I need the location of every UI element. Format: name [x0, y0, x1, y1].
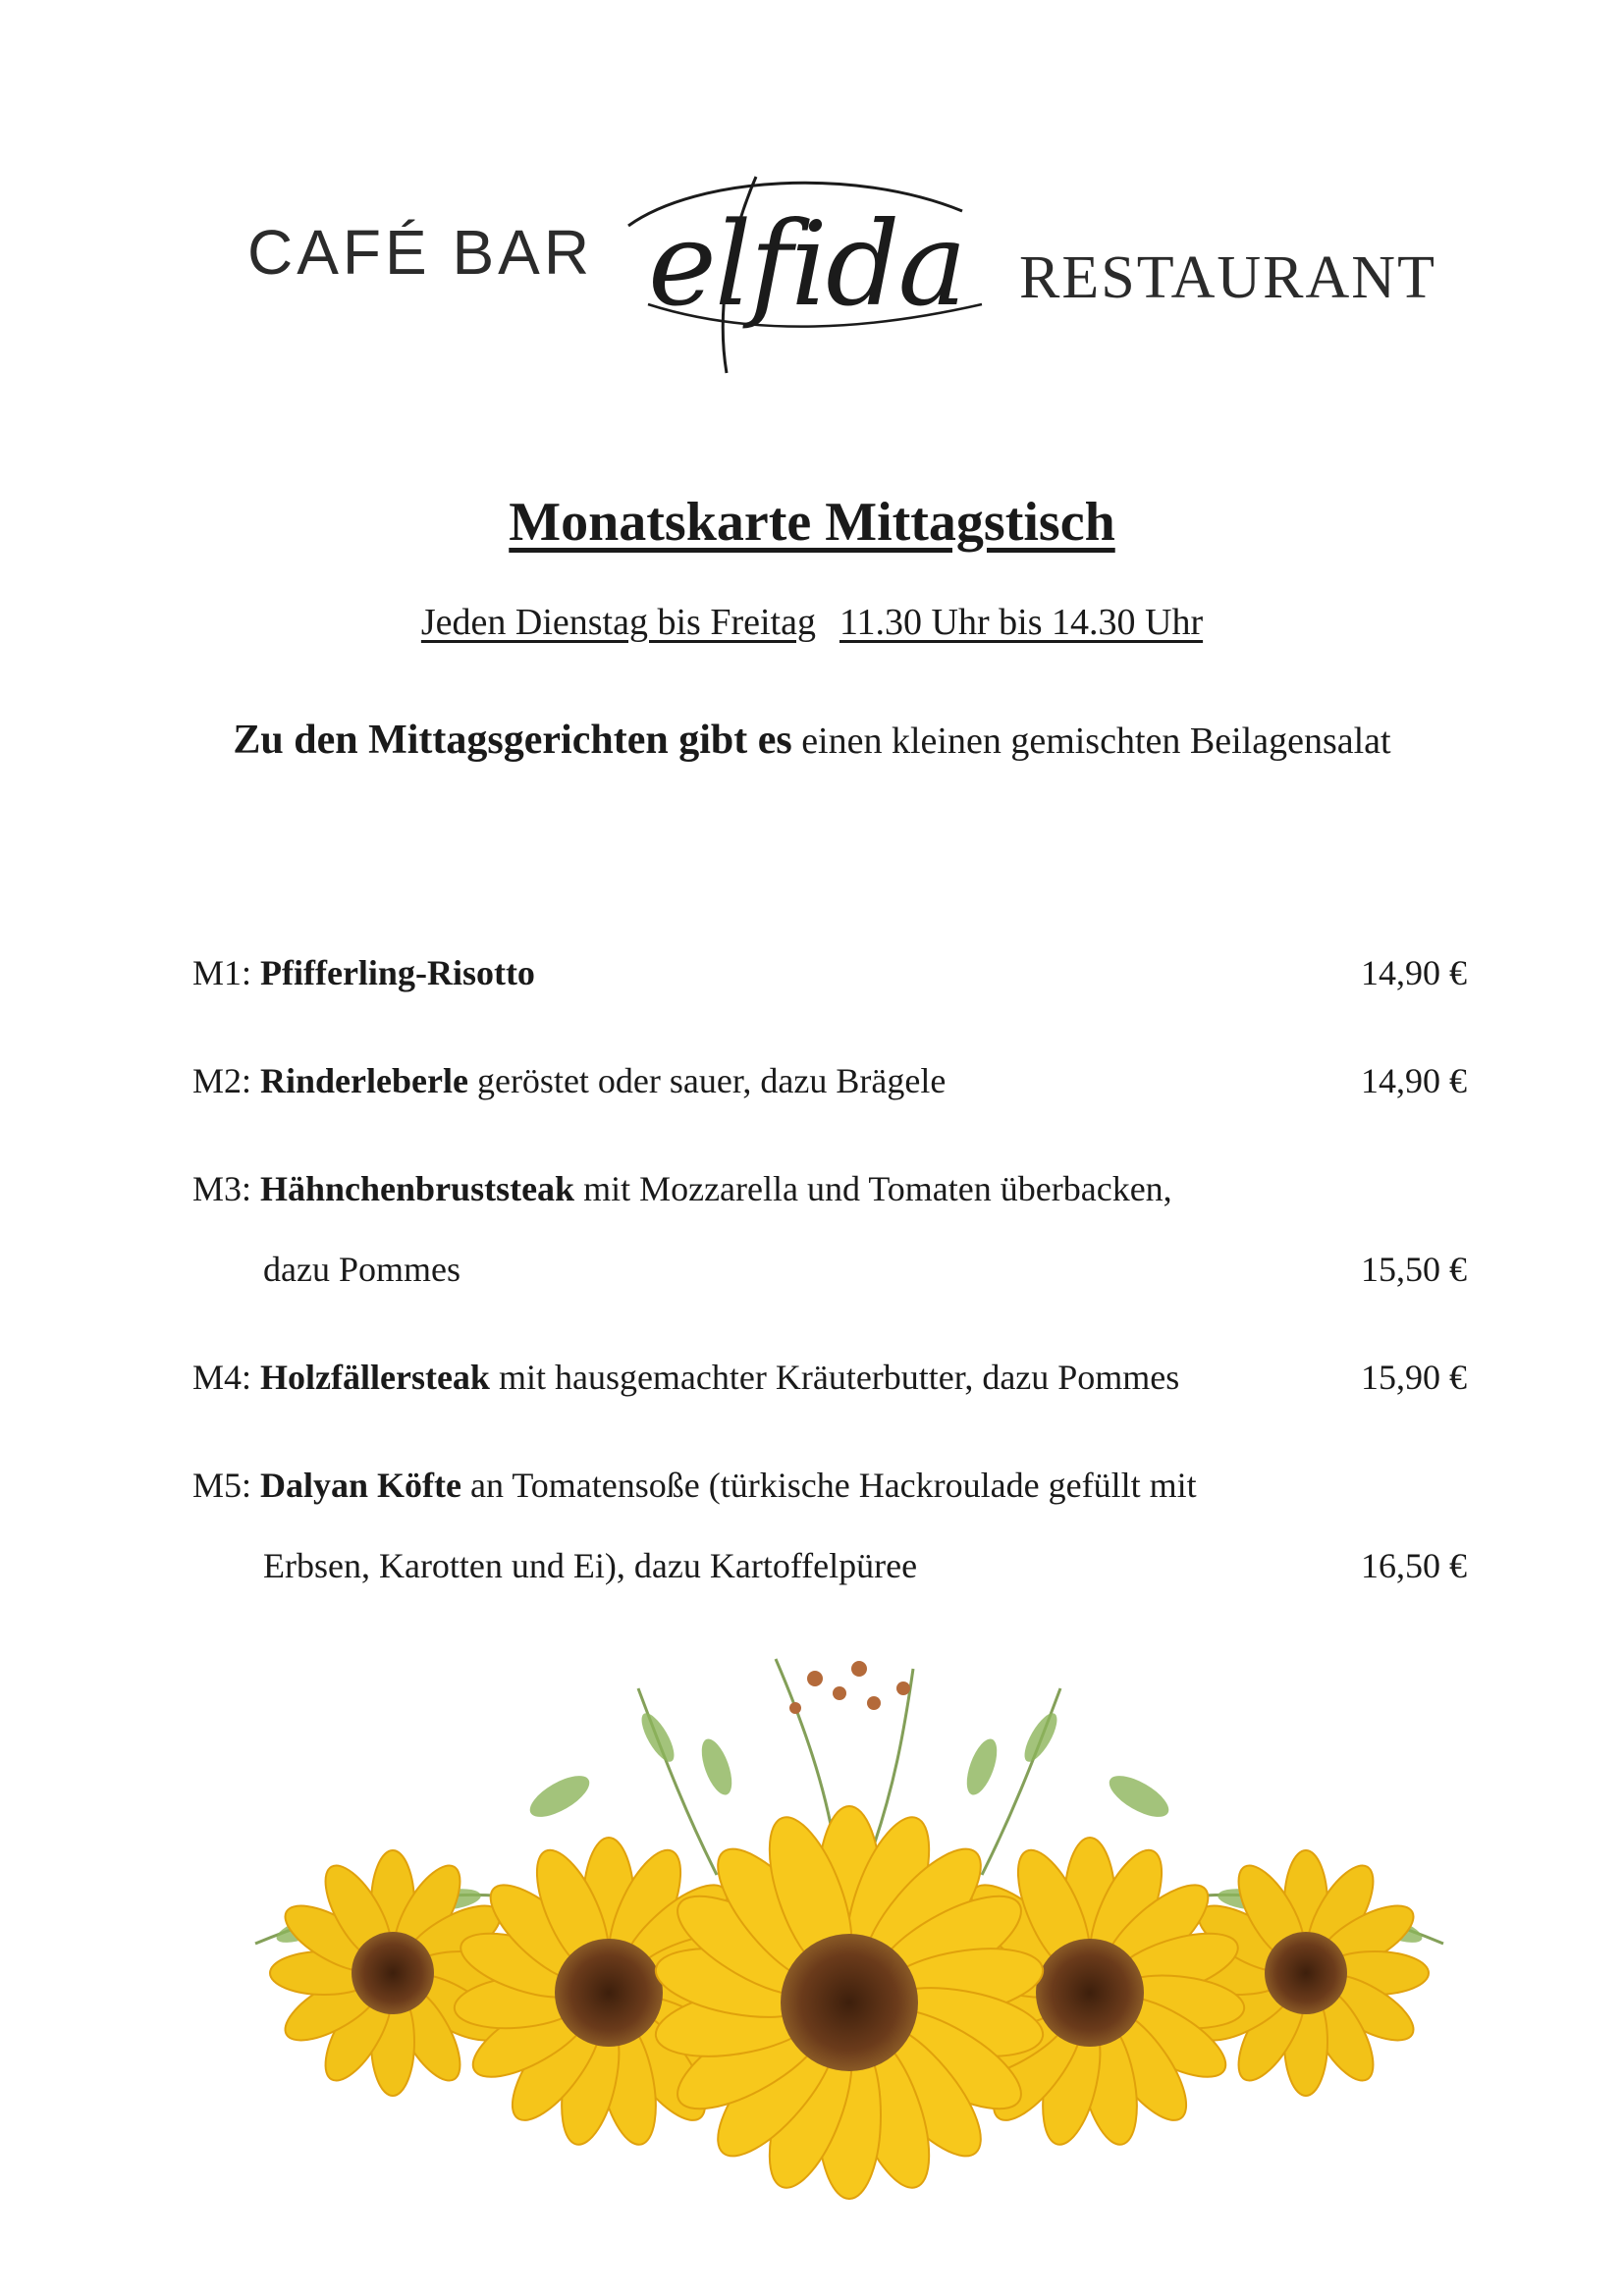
menu-list — [192, 933, 1479, 1606]
item-code: M3: — [192, 1169, 252, 1208]
item-name: Holzfällersteak — [260, 1358, 490, 1397]
logo-text: elfida — [648, 196, 965, 332]
subtitle — [0, 601, 1624, 644]
item-name: Pfifferling-Risotto — [260, 953, 535, 992]
sunflower-center — [650, 1806, 1048, 2199]
item-name: Rinderleberle — [260, 1061, 468, 1100]
page-title: Monatskarte Mittagstisch — [509, 492, 1115, 553]
item-desc-cont: Erbsen, Karotten und Ei), dazu Kartoffelpüree — [263, 1546, 918, 1585]
item-price: 14,90 € — [1361, 1061, 1467, 1100]
item-desc-cont: dazu Pommes — [263, 1250, 460, 1289]
item-code: M5: — [192, 1466, 252, 1505]
menu-item-m1 — [192, 933, 1479, 1013]
item-code: M2: — [192, 1061, 252, 1100]
intro-line — [0, 717, 1624, 764]
intro-rest: einen kleinen gemischten Beilagensalat — [801, 721, 1391, 762]
item-desc: an Tomatensoße (türkische Hackroulade gefüllt mit — [470, 1466, 1197, 1505]
logo — [609, 157, 1001, 383]
item-code: M4: — [192, 1358, 252, 1397]
item-name: Hähnchenbruststeak — [260, 1169, 575, 1208]
item-price: 15,90 € — [1361, 1358, 1467, 1397]
item-desc: mit hausgemachter Kräuterbutter, dazu Pommes — [498, 1358, 1180, 1397]
subtitle-hours: 11.30 Uhr bis 14.30 Uhr — [839, 602, 1204, 643]
subtitle-days: Jeden Dienstag bis Freitag — [420, 602, 816, 643]
berries — [789, 1661, 910, 1714]
header — [0, 157, 1624, 393]
item-price: 14,90 € — [1361, 953, 1467, 992]
sunflower-decoration-icon — [226, 1649, 1473, 2238]
item-price: 16,50 € — [1361, 1546, 1467, 1585]
header-right-text: RESTAURANT — [1019, 244, 1436, 311]
header-left-text: CAFÉ BAR — [247, 217, 594, 288]
item-desc: mit Mozzarella und Tomaten überbacken, — [583, 1169, 1172, 1208]
menu-item-m3 — [192, 1148, 1479, 1309]
item-desc: geröstet oder sauer, dazu Brägele — [476, 1061, 947, 1100]
menu-item-m2 — [192, 1041, 1479, 1121]
menu-item-m4 — [192, 1337, 1479, 1417]
menu-item-m5 — [192, 1445, 1479, 1606]
item-price: 15,50 € — [1361, 1250, 1467, 1289]
item-name: Dalyan Köfte — [260, 1466, 461, 1505]
intro-strong: Zu den Mittagsgerichten gibt es — [233, 718, 792, 763]
item-code: M1: — [192, 953, 252, 992]
